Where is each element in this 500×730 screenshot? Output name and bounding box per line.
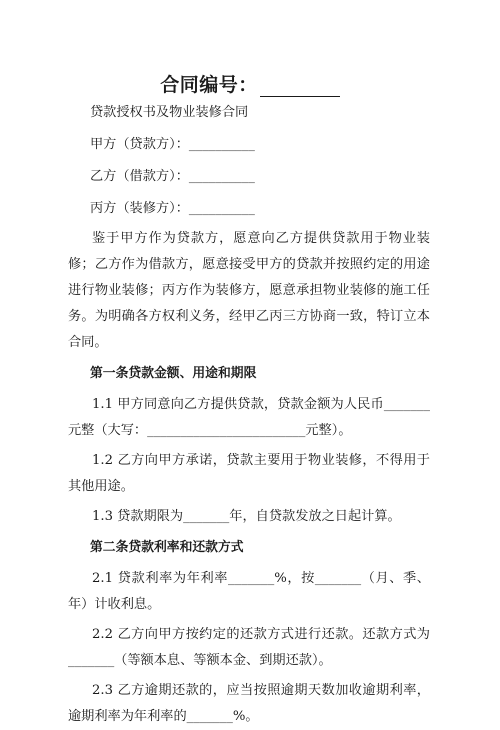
clause-2-2: 2.2 乙方向甲方按约定的还款方式进行还款。还款方式为_______（等额本息、等额本金、到期还款）。 <box>68 627 430 668</box>
party-c: 丙方（装修方）：__________ <box>90 201 255 216</box>
contract-number-title <box>0 70 500 97</box>
title-text: 合同编号： <box>160 74 258 96</box>
party-b: 乙方（借款方）：__________ <box>90 169 255 184</box>
section-heading: 第一条贷款金额、用途和期限 <box>90 366 257 381</box>
clause-1-2: 1.2 乙方向甲方承诺，贷款主要用于物业装修，不得用于其他用途。 <box>68 453 430 494</box>
clause-2-1: 2.1 贷款利率为年利率_______%，按_______（月、季、年）计收利息。 <box>68 571 430 612</box>
clause-1-3: 1.3 贷款期限为_______年，自贷款发放之日起计算。 <box>92 509 401 524</box>
clause-2-3: 2.3 乙方逾期还款的，应当按照逾期天数加收逾期利率，逾期利率为年利率的_______%。 <box>68 683 430 724</box>
contract-number-blank <box>260 78 340 97</box>
section-heading: 第二条贷款利率和还款方式 <box>90 540 244 555</box>
party-a: 甲方（贷款方）：__________ <box>90 137 255 152</box>
preamble-paragraph: 鉴于甲方作为贷款方，愿意向乙方提供贷款用于物业装修；乙方作为借款方，愿意接受甲方的贷款并按照约定的用途进行物业装修；丙方作为装修方，愿意承担物业装修的施工任务。为明确各方权利义务，经甲乙丙三方协商一致，特订立本合同。 <box>68 231 430 350</box>
clause-1-1: 1.1 甲方同意向乙方提供贷款，贷款金额为人民币_______元整（大写：________________________元整）。 <box>68 397 430 438</box>
document-subtitle: 贷款授权书及物业装修合同 <box>90 105 249 120</box>
document-body <box>68 100 430 730</box>
